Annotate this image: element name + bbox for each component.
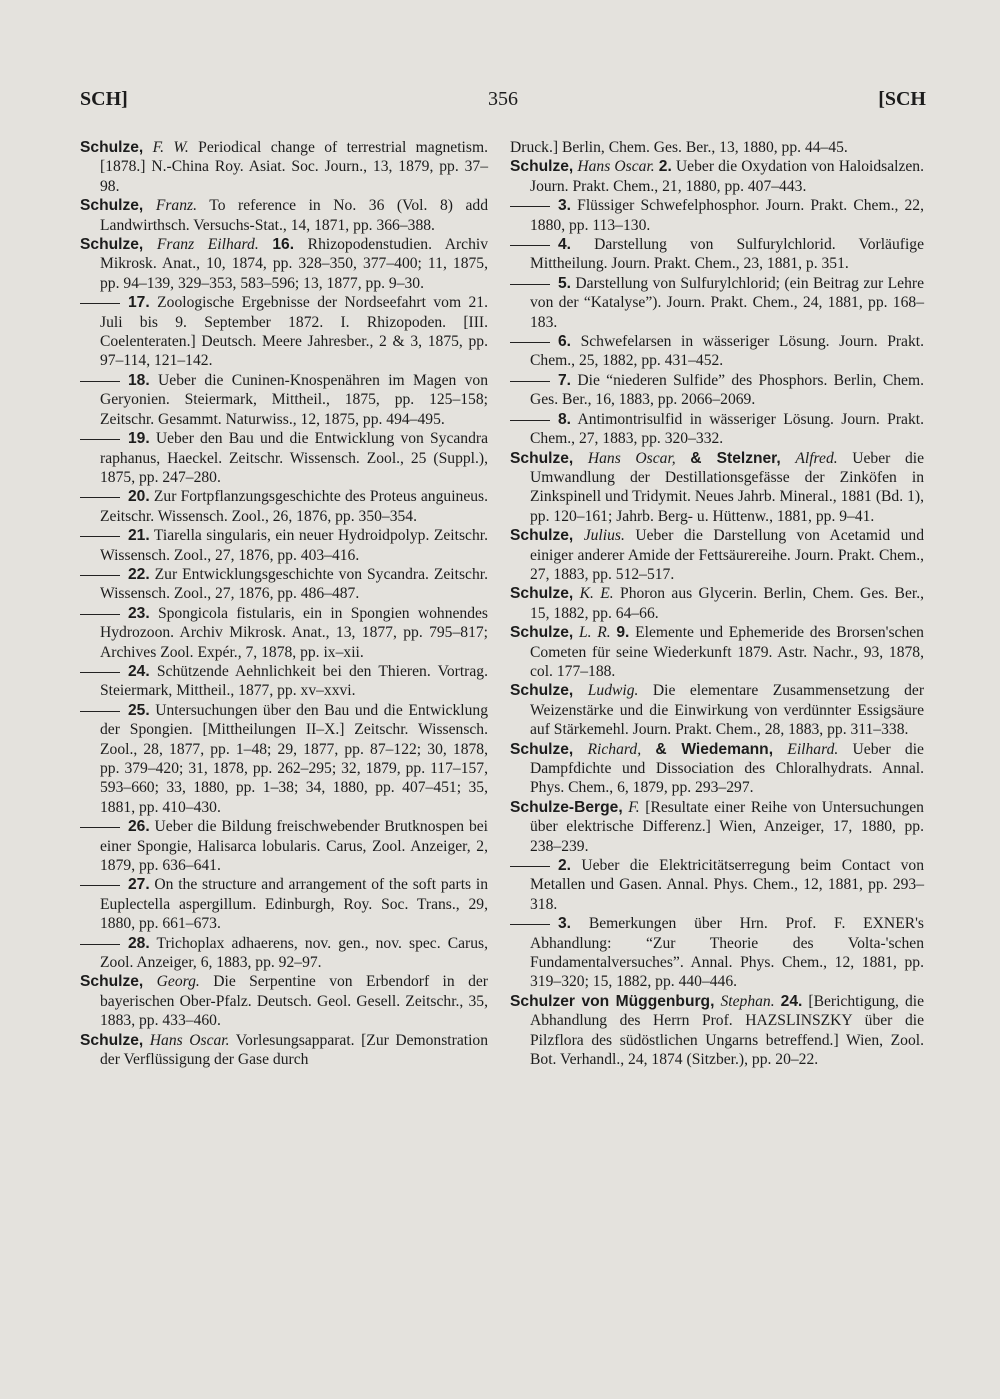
bibliography-entry bbox=[510, 138, 924, 157]
entry-text: On the structure and arrangement of the soft parts in Euplectella aspergillum. Edinburgh, Roy. Soc. Trans., 29, 1880, pp. 661–673. bbox=[100, 876, 488, 933]
entry-text: Die elementare Zusammensetzung der Weizenstärke und die Einwirkung von verdünnter Essigsäure auf Stärkemehl. Journ. Prakt. Chem., 28, 1883, pp. 311–338. bbox=[530, 682, 925, 739]
entry-number: 2. bbox=[658, 158, 672, 176]
ditto-dash bbox=[80, 614, 120, 615]
entry-text: Ueber die Dampfdichte und Dissociation des Chloralhydrats. Annal. Phys. Chem., 6, 1879, pp. 293–297. bbox=[530, 740, 924, 797]
entry-text: Darstellung von Sulfurylchlorid; (ein Beitrag zur Lehre von der “Katalyse”). Journ. Prakt. Chem., 24, 1881, pp. 168–183. bbox=[530, 274, 924, 331]
sub-entry bbox=[80, 565, 488, 604]
ditto-dash bbox=[80, 303, 120, 304]
entry-text: To reference in No. 36 (Vol. 8) add Landwirthsch. Versuchs-Stat., 14, 1871, pp. 366–388. bbox=[100, 197, 488, 234]
entry-text: Druck.] Berlin, Chem. Ges. Ber., 13, 1880, pp. 44–45. bbox=[510, 139, 848, 156]
author-given-name: Georg. bbox=[156, 973, 200, 991]
entry-text: Schwefelarsen in wässeriger Lösung. Journ. Prakt. Chem., 25, 1882, pp. 431–452. bbox=[530, 333, 925, 370]
author-given-name: Julius. bbox=[583, 527, 625, 545]
sub-entry bbox=[80, 371, 488, 429]
entry-text: Ueber den Bau und die Entwicklung von Sycandra raphanus, Haeckel. Zeitschr. Wissensch. Zool., 25 (Suppl.), 1875, pp. 247–280. bbox=[100, 430, 488, 486]
sub-entry bbox=[510, 274, 924, 332]
author-given-name: Franz Eilhard. bbox=[156, 236, 259, 254]
author-name: Schulze, bbox=[510, 449, 574, 467]
left-column bbox=[80, 138, 488, 1070]
entry-text: Tiarella singularis, ein neuer Hydroidpolyp. Zeitschr. Wissensch. Zool., 27, 1876, pp. 403–416. bbox=[100, 527, 488, 564]
right-column bbox=[510, 138, 924, 1070]
entry-number: 3. bbox=[558, 915, 572, 933]
ditto-dash bbox=[510, 284, 550, 285]
sub-entry bbox=[510, 332, 924, 371]
ditto-dash bbox=[80, 497, 120, 498]
author-given-name: K. E. bbox=[579, 585, 614, 603]
ditto-dash bbox=[80, 944, 120, 945]
author-given-name: Franz. bbox=[155, 197, 197, 215]
entry-text: [Berichtigung, die Abhandlung des Herrn Prof. HAZSLINSZKY über die Pilzflora des südöstlichen Ungarns betreffend.] Wien, Zool. Bot. Verhandl., 24, 1874 (Sitzber.), pp. 20–22. bbox=[530, 992, 924, 1069]
author-name: Schulze, bbox=[80, 139, 144, 156]
entry-number: 19. bbox=[128, 430, 150, 448]
bibliography-entry bbox=[510, 681, 924, 739]
bibliography-entry bbox=[510, 798, 924, 856]
sub-entry bbox=[80, 701, 488, 817]
entry-text: Ueber die Oxydation von Haloidsalzen. Journ. Prakt. Chem., 21, 1880, pp. 407–443. bbox=[530, 158, 924, 195]
entry-text: Zur Entwicklungsgeschichte von Sycandra. Zeitschr. Wissensch. Zool., 27, 1876, pp. 486–487. bbox=[100, 565, 488, 603]
author-name: Schulze, bbox=[510, 585, 574, 603]
coauthor-name: & Stelzner, bbox=[690, 449, 781, 467]
author-name: Schulze, bbox=[510, 158, 574, 176]
entry-text: Spongicola fistularis, ein in Spongien wohnendes Hydrozoon. Archiv Mikrosk. Anat., 13, 1877, pp. 795–817; Archives Zool. Expér., 7, 1878, pp. ix–xii. bbox=[100, 604, 489, 661]
bibliography-entry bbox=[510, 584, 924, 623]
entry-text: Vorlesungsapparat. [Zur Demonstration der Verflüssigung der Gase durch bbox=[100, 1031, 489, 1069]
entry-number: 27. bbox=[128, 876, 150, 894]
sub-entry bbox=[80, 817, 488, 875]
entry-text: Darstellung von Sulfurylchlorid. Vorläufige Mittheilung. Journ. Prakt. Chem., 23, 1881, p. 351. bbox=[530, 236, 924, 273]
ditto-dash bbox=[80, 885, 120, 886]
bibliography-entry bbox=[80, 1031, 488, 1070]
entry-number: 23. bbox=[128, 604, 150, 622]
author-name: Schulze-Berge, bbox=[510, 798, 623, 816]
entry-number: 8. bbox=[558, 410, 572, 428]
sub-entry bbox=[80, 875, 488, 933]
bibliography-entry bbox=[80, 138, 488, 196]
entry-text: Trichoplax adhaerens, nov. gen., nov. spec. Carus, Zool. Anzeiger, 6, 1883, pp. 92–97. bbox=[100, 934, 488, 972]
entry-number: 2. bbox=[558, 857, 572, 875]
ditto-dash bbox=[80, 536, 120, 537]
ditto-dash bbox=[510, 245, 550, 246]
ditto-dash bbox=[510, 342, 550, 343]
entry-text: Zoologische Ergebnisse der Nordseefahrt vom 21. Juli bis 9. September 1872. I. Rhizopoden. [III. Coelenteraten.] Deutsch. Meere Jahresber., 2 & 3, 1875, pp. 97–114, 121–142. bbox=[100, 294, 488, 370]
sub-entry bbox=[510, 410, 924, 449]
entry-text: Ueber die Umwandlung der Destillationsgefässe der Zinköfen in Zinkspinell und Tridymit. Neues Jahrb. Mineral., 1881 (Bd. 1), pp. 120–161; Jahrb. Berg- u. Hüttenw., 1881, pp. 9–41. bbox=[530, 449, 924, 525]
entry-number: 21. bbox=[128, 527, 150, 545]
sub-entry bbox=[510, 856, 924, 914]
sub-entry bbox=[510, 235, 924, 274]
entry-text: Bemerkungen über Hrn. Prof. F. EXNER's Abhandlung: “Zur Theorie des Volta-'schen Fundamentalversuches”. Annal. Phys. Chem., 12, 1881, pp. 319–320; 15, 1882, pp. 440–446. bbox=[530, 915, 925, 991]
ditto-dash bbox=[80, 711, 120, 712]
sub-entry bbox=[510, 371, 924, 410]
sub-entry bbox=[510, 914, 924, 992]
coauthor-given-name: Eilhard. bbox=[787, 740, 839, 758]
author-given-name: Hans Oscar, bbox=[587, 449, 676, 467]
bibliography-entry bbox=[80, 235, 488, 293]
ditto-dash bbox=[80, 672, 120, 673]
coauthor-given-name: Alfred. bbox=[795, 449, 838, 467]
entry-text: Phoron aus Glycerin. Berlin, Chem. Ges. Ber., 15, 1882, pp. 64–66. bbox=[530, 585, 924, 622]
entry-number: 25. bbox=[128, 701, 150, 719]
sub-entry bbox=[80, 487, 488, 526]
entry-text: Die Serpentine von Erbendorf in der bayerischen Ober-Pfalz. Deutsch. Geol. Gesell. Zeitschr., 35, 1883, pp. 433–460. bbox=[100, 973, 488, 1030]
author-name: Schulze, bbox=[80, 973, 144, 991]
entry-number: 24. bbox=[780, 992, 803, 1010]
entry-text: Flüssiger Schwefelphosphor. Journ. Prakt. Chem., 22, 1880, pp. 113–130. bbox=[530, 197, 924, 234]
ditto-dash bbox=[80, 827, 120, 828]
author-given-name: F. W. bbox=[152, 139, 189, 156]
coauthor-name: & Wiedemann, bbox=[655, 740, 774, 758]
sub-entry bbox=[80, 934, 488, 973]
entry-text: Rhizopodenstudien. Archiv Mikrosk. Anat., 10, 1874, pp. 328–350, 377–400; 11, 1875, pp. 94–139, 329–353, 583–596; 13, 1877, pp. 9–30. bbox=[100, 236, 489, 292]
author-given-name: Hans Oscar. bbox=[149, 1031, 230, 1049]
entry-number: 5. bbox=[558, 274, 572, 292]
entry-number: 3. bbox=[558, 197, 572, 215]
page-number: 356 bbox=[488, 88, 518, 110]
bibliography-entry bbox=[510, 992, 924, 1070]
ditto-dash bbox=[80, 439, 120, 440]
entry-number: 24. bbox=[128, 662, 150, 680]
entry-text: Ueber die Darstellung von Acetamid und einiger anderer Amide der Fettsäurereihe. Journ. Prakt. Chem., 27, 1883, pp. 512–517. bbox=[530, 527, 924, 583]
sub-entry bbox=[80, 662, 488, 701]
author-name: Schulzer von Müggenburg, bbox=[510, 992, 715, 1010]
running-head bbox=[80, 88, 926, 118]
entry-number: 6. bbox=[558, 333, 572, 351]
ditto-dash bbox=[510, 924, 550, 925]
author-name: Schulze, bbox=[510, 527, 574, 545]
sub-entry bbox=[80, 293, 488, 371]
author-name: Schulze, bbox=[80, 197, 144, 215]
entry-number: 28. bbox=[128, 934, 150, 952]
entry-text: [Resultate einer Reihe von Untersuchungen über elektrische Differenz.] Wien, Anzeiger, 17, 1880, pp. 238–239. bbox=[530, 798, 924, 855]
author-given-name: Richard, bbox=[587, 740, 642, 758]
entry-number: 17. bbox=[128, 294, 150, 312]
ditto-dash bbox=[510, 206, 550, 207]
entry-text: Untersuchungen über den Bau und die Entwicklung der Spongien. [Mittheilungen II–X.] Zeitschr. Wissensch. Zool., 28, 1877, pp. 1–48; 29, 1877, pp. 87–122; 30, 1878, pp. 379–420; 31, 1878, pp. 262–295; 32, 1879, pp. 117–157, 593–660; 33, 1880, pp. 1–38; 34, 1880, pp. 407–451; 35, 1881, pp. 410–430. bbox=[100, 701, 489, 816]
author-name: Schulze, bbox=[510, 624, 574, 642]
entry-number: 4. bbox=[558, 236, 572, 254]
author-given-name: Ludwig. bbox=[587, 682, 639, 700]
entry-number: 9. bbox=[616, 624, 630, 642]
entry-text: Elemente und Ephemeride des Brorsen'schen Cometen für seine Wiederkunft 1879. Astr. Nachr., 93, 1878, col. 177–188. bbox=[530, 624, 924, 680]
sub-entry bbox=[80, 526, 488, 565]
entry-number: 26. bbox=[128, 818, 150, 836]
entry-number: 16. bbox=[272, 236, 295, 254]
author-given-name: L. R. bbox=[578, 624, 611, 642]
entry-text: Periodical change of terrestrial magnetism. [1878.] N.-China Roy. Asiat. Soc. Journ., 13, 1879, pp. 37–98. bbox=[100, 139, 488, 195]
bibliography-entry bbox=[80, 972, 488, 1030]
sub-entry bbox=[80, 604, 488, 662]
author-name: Schulze, bbox=[510, 682, 574, 700]
ditto-dash bbox=[80, 381, 120, 382]
entry-text: Schützende Aehnlichkeit bei den Thieren. Vortrag. Steiermark, Mittheil., 1877, pp. xv–xxvi. bbox=[100, 662, 488, 700]
entry-number: 22. bbox=[128, 565, 150, 583]
author-given-name: F. bbox=[628, 798, 640, 816]
bibliography-entry bbox=[510, 449, 924, 527]
entry-text: Ueber die Cuninen-Knospenähren im Magen von Geryonien. Steiermark, Mittheil., 1875, pp. 125–158; Zeitschr. Gesammt. Naturwiss., 12, 1875, pp. 494–495. bbox=[100, 371, 488, 428]
author-name: Schulze, bbox=[510, 740, 574, 758]
ditto-dash bbox=[510, 866, 550, 867]
author-name: Schulze, bbox=[80, 236, 144, 254]
entry-text: Ueber die Elektricitätserregung beim Contact von Metallen und Gasen. Annal. Phys. Chem., 12, 1881, pp. 293–318. bbox=[530, 857, 925, 913]
author-given-name: Stephan. bbox=[720, 992, 775, 1010]
entry-number: 20. bbox=[128, 488, 150, 506]
running-head-left: SCH] bbox=[80, 88, 128, 110]
entry-number: 7. bbox=[558, 371, 572, 389]
entry-text: Antimontrisulfid in wässeriger Lösung. Journ. Prakt. Chem., 27, 1883, pp. 320–332. bbox=[530, 410, 924, 448]
bibliography-entry bbox=[80, 196, 488, 235]
bibliography-entry bbox=[510, 157, 924, 196]
bibliography-entry bbox=[510, 526, 924, 584]
sub-entry bbox=[80, 429, 488, 487]
bibliography-entry bbox=[510, 740, 924, 798]
bibliography-entry bbox=[510, 623, 924, 681]
author-name: Schulze, bbox=[80, 1031, 144, 1049]
ditto-dash bbox=[80, 575, 120, 576]
ditto-dash bbox=[510, 420, 550, 421]
author-given-name: Hans Oscar. bbox=[577, 158, 655, 176]
entry-text: Ueber die Bildung freischwebender Brutknospen bei einer Spongie, Halisarca lobularis. Carus, Zool. Anzeiger, 2, 1879, pp. 636–641. bbox=[100, 818, 488, 875]
sub-entry bbox=[510, 196, 924, 235]
running-head-right: [SCH bbox=[878, 88, 926, 110]
entry-number: 18. bbox=[128, 371, 150, 389]
ditto-dash bbox=[510, 381, 550, 382]
entry-text: Zur Fortpflanzungsgeschichte des Proteus anguineus. Zeitschr. Wissensch. Zool., 26, 1876, pp. 350–354. bbox=[100, 488, 489, 525]
entry-text: Die “niederen Sulfide” des Phosphors. Berlin, Chem. Ges. Ber., 16, 1883, pp. 2066–2069. bbox=[530, 371, 925, 409]
